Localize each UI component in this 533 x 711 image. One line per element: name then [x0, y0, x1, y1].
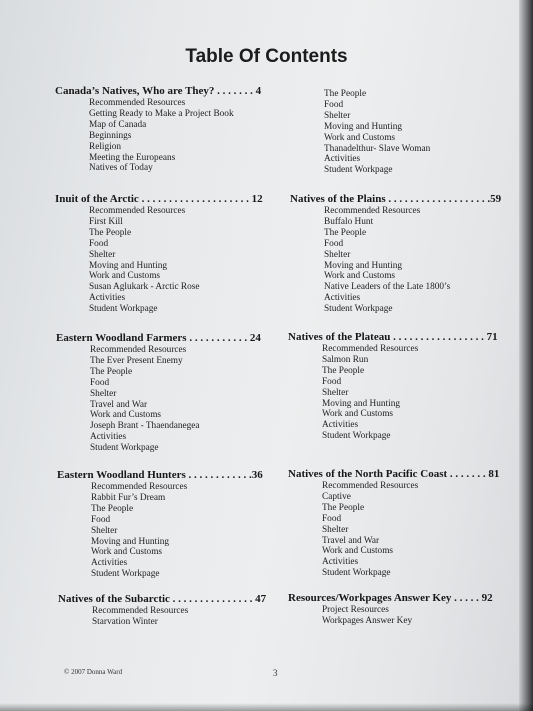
toc-heading: Natives of the North Pacific Coast . . . . . . . 81 [288, 468, 500, 480]
toc-entry: First Kill [89, 216, 123, 227]
toc-section [288, 592, 493, 627]
toc-entry: Work and Customs [91, 547, 163, 558]
toc-item-list [56, 345, 261, 454]
toc-entry: Student Workpage [322, 568, 391, 579]
toc-entry: The People [89, 227, 132, 238]
toc-entry: Recommended Resources [322, 481, 419, 491]
toc-entry: Student Workpage [90, 443, 159, 454]
toc-entry: Shelter [322, 387, 349, 398]
toc-entry: Student Workpage [322, 431, 391, 442]
toc-entry: Map of Canada [89, 119, 147, 130]
toc-entry: Shelter [322, 524, 349, 535]
toc-entry: Captive [322, 491, 351, 502]
toc-entry: Recommended Resources [91, 482, 188, 492]
page-edge-shadow [519, 0, 533, 711]
toc-entry: Recommended Resources [89, 206, 186, 216]
toc-entry: Recommended Resources [324, 206, 421, 216]
toc-entry: Rabbit Fur’s Dream [91, 492, 166, 503]
toc-entry: Activities [324, 293, 361, 304]
toc-heading: Eastern Woodland Hunters . . . . . . . . . . . .36 [57, 469, 263, 481]
toc-entry: Work and Customs [324, 132, 396, 143]
toc-entry: Food [91, 514, 111, 525]
page-title: Table Of Contents [185, 46, 348, 67]
toc-item-list [57, 482, 263, 580]
toc-entry: Getting Ready to Make a Project Book [89, 108, 234, 119]
toc-entry: Thanadelthur- Slave Woman [324, 143, 431, 154]
toc-heading: Canada’s Natives, Who are They? . . . . . . . 4 [55, 85, 262, 97]
toc-heading: Resources/Workpages Answer Key . . . . . 92 [288, 592, 493, 604]
toc-entry: Activities [324, 154, 361, 165]
toc-entry: Project Resources [322, 605, 389, 615]
toc-entry: Moving and Hunting [322, 398, 400, 409]
toc-entry: Activities [89, 293, 126, 304]
toc-section [55, 193, 263, 315]
toc-item-list [55, 206, 263, 315]
toc-entry: Buffalo Hunt [324, 216, 374, 227]
toc-entry: Work and Customs [324, 271, 396, 282]
copyright-notice: © 2007 Donna Ward [64, 668, 123, 676]
toc-item-list [288, 481, 499, 579]
toc-entry: The People [324, 89, 367, 99]
toc-section [58, 593, 266, 628]
toc-entry: Shelter [89, 249, 116, 260]
toc-section [55, 85, 261, 174]
toc-entry: Work and Customs [322, 409, 394, 420]
toc-entry: The Ever Present Enemy [90, 355, 183, 366]
toc-entry: Moving and Hunting [324, 260, 402, 271]
toc-entry: Food [324, 238, 344, 249]
page-number: 3 [273, 668, 278, 678]
toc-entry: Work and Customs [90, 410, 162, 421]
toc-entry: The People [324, 227, 367, 238]
toc-entry: Travel and War [90, 399, 148, 410]
toc-entry: Activities [91, 558, 128, 569]
toc-entry: The People [90, 366, 133, 377]
toc-item-list [288, 605, 493, 627]
toc-entry: Activities [322, 557, 359, 568]
toc-entry: Recommended Resources [322, 344, 419, 354]
toc-entry: Natives of Today [89, 163, 153, 174]
toc-entry: Student Workpage [89, 304, 158, 315]
toc-entry: Recommended Resources [92, 606, 189, 616]
toc-entry: Workpages Answer Key [322, 615, 413, 626]
toc-heading: Inuit of the Arctic . . . . . . . . . . . . . . . . . . . . 12 [55, 193, 263, 205]
toc-entry: Shelter [324, 110, 351, 121]
toc-item-list [290, 206, 501, 315]
toc-item-list [55, 98, 261, 174]
toc-item-list [288, 344, 498, 442]
toc-entry: Moving and Hunting [91, 536, 169, 547]
toc-entry: Shelter [90, 388, 117, 399]
toc-entry: Meeting the Europeans [89, 152, 176, 163]
toc-heading: Eastern Woodland Farmers . . . . . . . . . . . 24 [56, 332, 261, 344]
toc-entry: Native Leaders of the Late 1800’s [324, 282, 451, 293]
toc-entry: Moving and Hunting [324, 121, 402, 132]
toc-entry: Student Workpage [324, 165, 393, 176]
toc-entry: Recommended Resources [90, 345, 187, 355]
toc-entry: The People [322, 365, 365, 376]
toc-entry: Food [90, 377, 110, 388]
toc-entry: Activities [90, 432, 127, 443]
toc-section [288, 468, 499, 579]
toc-heading: Natives of the Plains . . . . . . . . . . . . . . . . . . .59 [290, 193, 502, 205]
toc-entry: The People [91, 503, 134, 514]
toc-heading: Natives of the Subarctic . . . . . . . . . . . . . . . 47 [58, 593, 267, 605]
toc-entry: Student Workpage [91, 569, 160, 580]
toc-item-list [58, 606, 266, 628]
toc-entry: Beginnings [89, 130, 132, 141]
toc-section [288, 331, 498, 442]
toc-entry: Recommended Resources [89, 98, 186, 108]
toc-section [57, 469, 263, 580]
toc-entry: Food [322, 376, 342, 387]
toc-entry: Food [89, 238, 109, 249]
toc-entry: The People [322, 502, 365, 513]
toc-section [56, 332, 261, 454]
toc-entry: Salmon Run [322, 354, 369, 365]
page-bottom-shadow [0, 703, 533, 711]
toc-section [290, 89, 430, 176]
toc-entry: Shelter [91, 525, 118, 536]
toc-entry: Starvation Winter [92, 616, 158, 627]
toc-entry: Student Workpage [324, 304, 393, 315]
toc-item-list [290, 89, 430, 176]
toc-heading: Natives of the Plateau . . . . . . . . . . . . . . . . . 71 [288, 331, 498, 343]
toc-entry: Activities [322, 420, 359, 431]
toc-entry: Food [324, 99, 344, 110]
toc-entry: Food [322, 513, 342, 524]
toc-entry: Work and Customs [89, 271, 161, 282]
toc-section [290, 193, 501, 315]
toc-entry: Shelter [324, 249, 351, 260]
toc-entry: Joseph Brant - Thaendanegea [90, 421, 200, 432]
toc-entry: Susan Aglukark - Arctic Rose [89, 282, 200, 293]
toc-entry: Travel and War [322, 535, 380, 546]
toc-entry: Moving and Hunting [89, 260, 167, 271]
toc-entry: Work and Customs [322, 546, 394, 557]
toc-entry: Religion [89, 141, 122, 152]
